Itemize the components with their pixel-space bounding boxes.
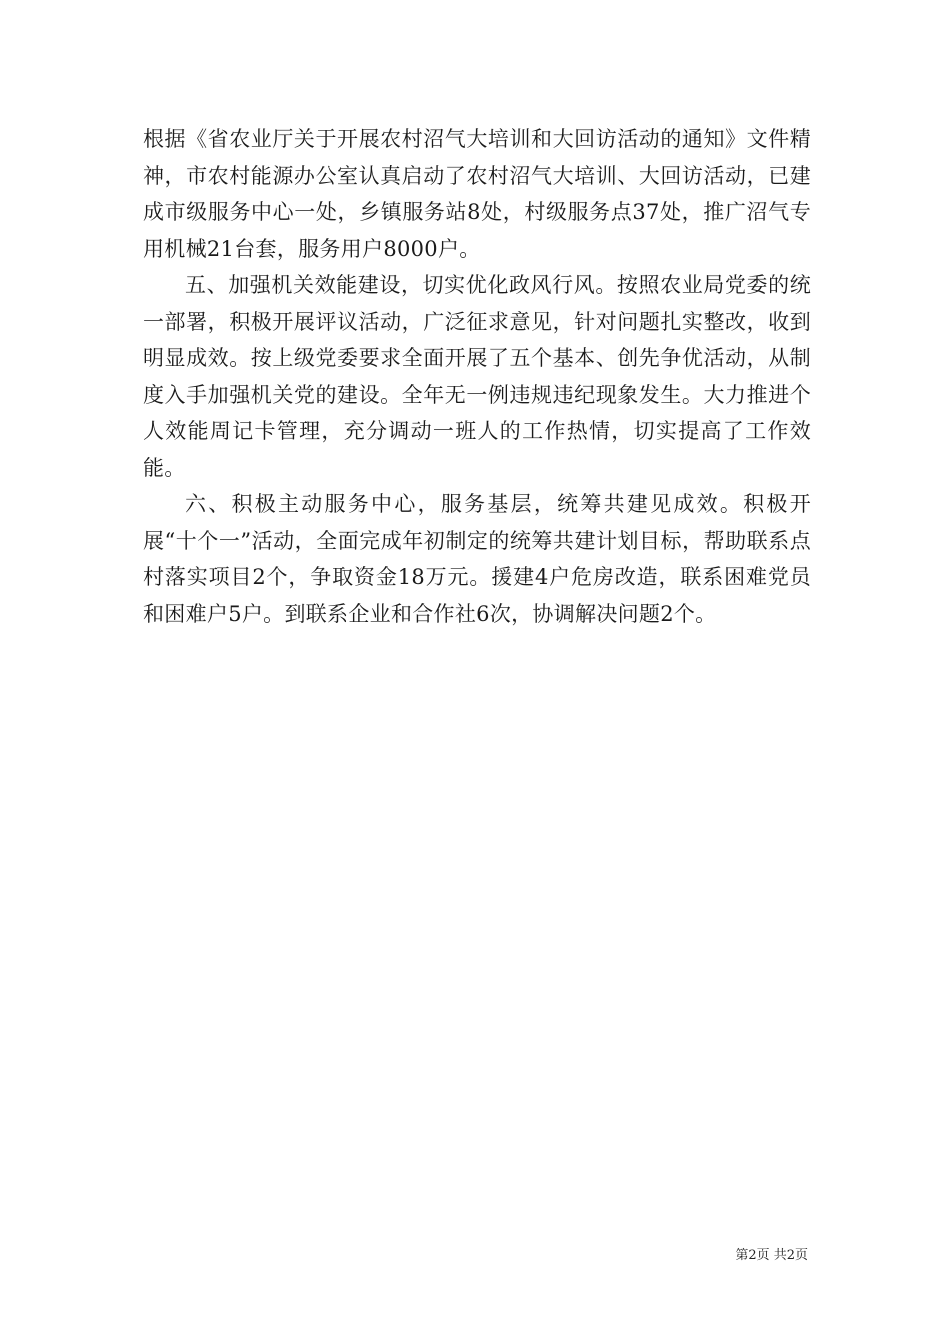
document-body [143,121,811,632]
paragraph-1: 根据《省农业厅关于开展农村沼气大培训和大回访活动的通知》文件精神，市农村能源办公室认真启动了农村沼气大培训、大回访活动，已建成市级服务中心一处，乡镇服务站8处，村级服务点37处，推广沼气专用机械21台套，服务用户8000户。 [143,127,811,261]
page-number-footer: 第2页 共2页 [735,1248,808,1263]
paragraph-3: 六、积极主动服务中心，服务基层，统筹共建见成效。积极开展“十个一”活动，全面完成年初制定的统筹共建计划目标，帮助联系点村落实项目2个，争取资金18万元。援建4户危房改造，联系困难党员和困难户5户。到联系企业和合作社6次，协调解决问题2个。 [143,492,811,626]
paragraph-2: 五、加强机关效能建设，切实优化政风行风。按照农业局党委的统一部署，积极开展评议活动，广泛征求意见，针对问题扎实整改，收到明显成效。按上级党委要求全面开展了五个基本、创先争优活动，从制度入手加强机关党的建设。全年无一例违规违纪现象发生。大力推进个人效能周记卡管理，充分调动一班人的工作热情，切实提高了工作效能。 [143,273,811,480]
